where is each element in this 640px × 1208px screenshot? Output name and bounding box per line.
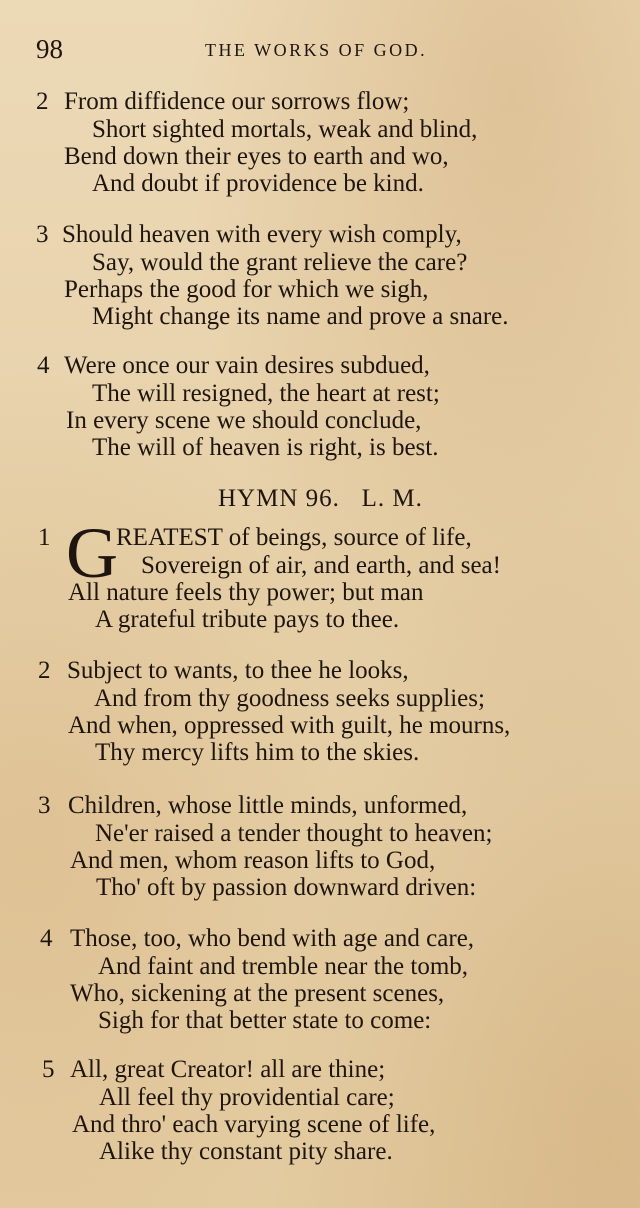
verse-line: And thro' each varying scene of life, (72, 1111, 436, 1138)
verse-line: Short sighted mortals, weak and blind, (92, 116, 478, 143)
hymn-title: HYMN 96. L. M. (218, 485, 423, 512)
stanza-number: 1 (38, 524, 51, 551)
stanza-number: 2 (36, 88, 49, 115)
verse-line: All feel thy providential care; (99, 1084, 395, 1111)
verse-line: Perhaps the good for which we sigh, (64, 276, 429, 303)
stanza-number: 3 (38, 792, 51, 819)
verse-line: Who, sickening at the present scenes, (70, 980, 445, 1007)
verse-line: All, great Creator! all are thine; (70, 1056, 386, 1083)
verse-line: Should heaven with every wish comply, (62, 221, 462, 248)
verse-line: Children, whose little minds, unformed, (68, 792, 468, 819)
stanza-number: 4 (40, 925, 53, 952)
verse-line: And from thy goodness seeks supplies; (94, 685, 485, 712)
verse-line: And when, oppressed with guilt, he mourns, (68, 712, 511, 739)
verse-line: And faint and tremble near the tomb, (98, 953, 469, 980)
verse-line: In every scene we should conclude, (66, 407, 422, 434)
verse-line: And men, whom reason lifts to God, (70, 847, 436, 874)
verse-line: A grateful tribute pays to thee. (95, 606, 400, 633)
verse-line: Might change its name and prove a snare. (92, 303, 509, 330)
verse-line: And doubt if providence be kind. (92, 170, 424, 197)
verse-line: Tho' oft by passion downward driven: (96, 874, 477, 901)
verse-line: Subject to wants, to thee he looks, (67, 657, 409, 684)
verse-line: Ne'er raised a tender thought to heaven; (95, 820, 493, 847)
drop-cap: G (66, 513, 118, 593)
verse-line: The will resigned, the heart at rest; (92, 380, 440, 407)
verse-line: The will of heaven is right, is best. (92, 434, 439, 461)
verse-line: Sovereign of air, and earth, and sea! (141, 552, 501, 579)
stanza-number: 4 (37, 352, 50, 379)
verse-line: Were once our vain desires subdued, (64, 352, 430, 379)
stanza-number: 5 (42, 1056, 55, 1083)
page-header (0, 34, 640, 70)
running-head: THE WORKS OF GOD. (205, 40, 428, 60)
verse-line: All nature feels thy power; but man (68, 579, 424, 606)
verse-line: REATEST of beings, source of life, (116, 524, 472, 551)
verse-line: Sigh for that better state to come: (98, 1007, 432, 1034)
stanza-number: 3 (36, 221, 49, 248)
verse-line: Say, would the grant relieve the care? (92, 249, 468, 276)
verse-line: Those, too, who bend with age and care, (70, 925, 475, 952)
verse-line: Thy mercy lifts him to the skies. (95, 739, 420, 766)
page-number: 98 (36, 34, 63, 64)
verse-line: Alike thy constant pity share. (99, 1138, 393, 1165)
verse-line: From diffidence our sorrows flow; (64, 88, 410, 115)
verse-line: Bend down their eyes to earth and wo, (64, 143, 449, 170)
stanza-number: 2 (38, 657, 51, 684)
